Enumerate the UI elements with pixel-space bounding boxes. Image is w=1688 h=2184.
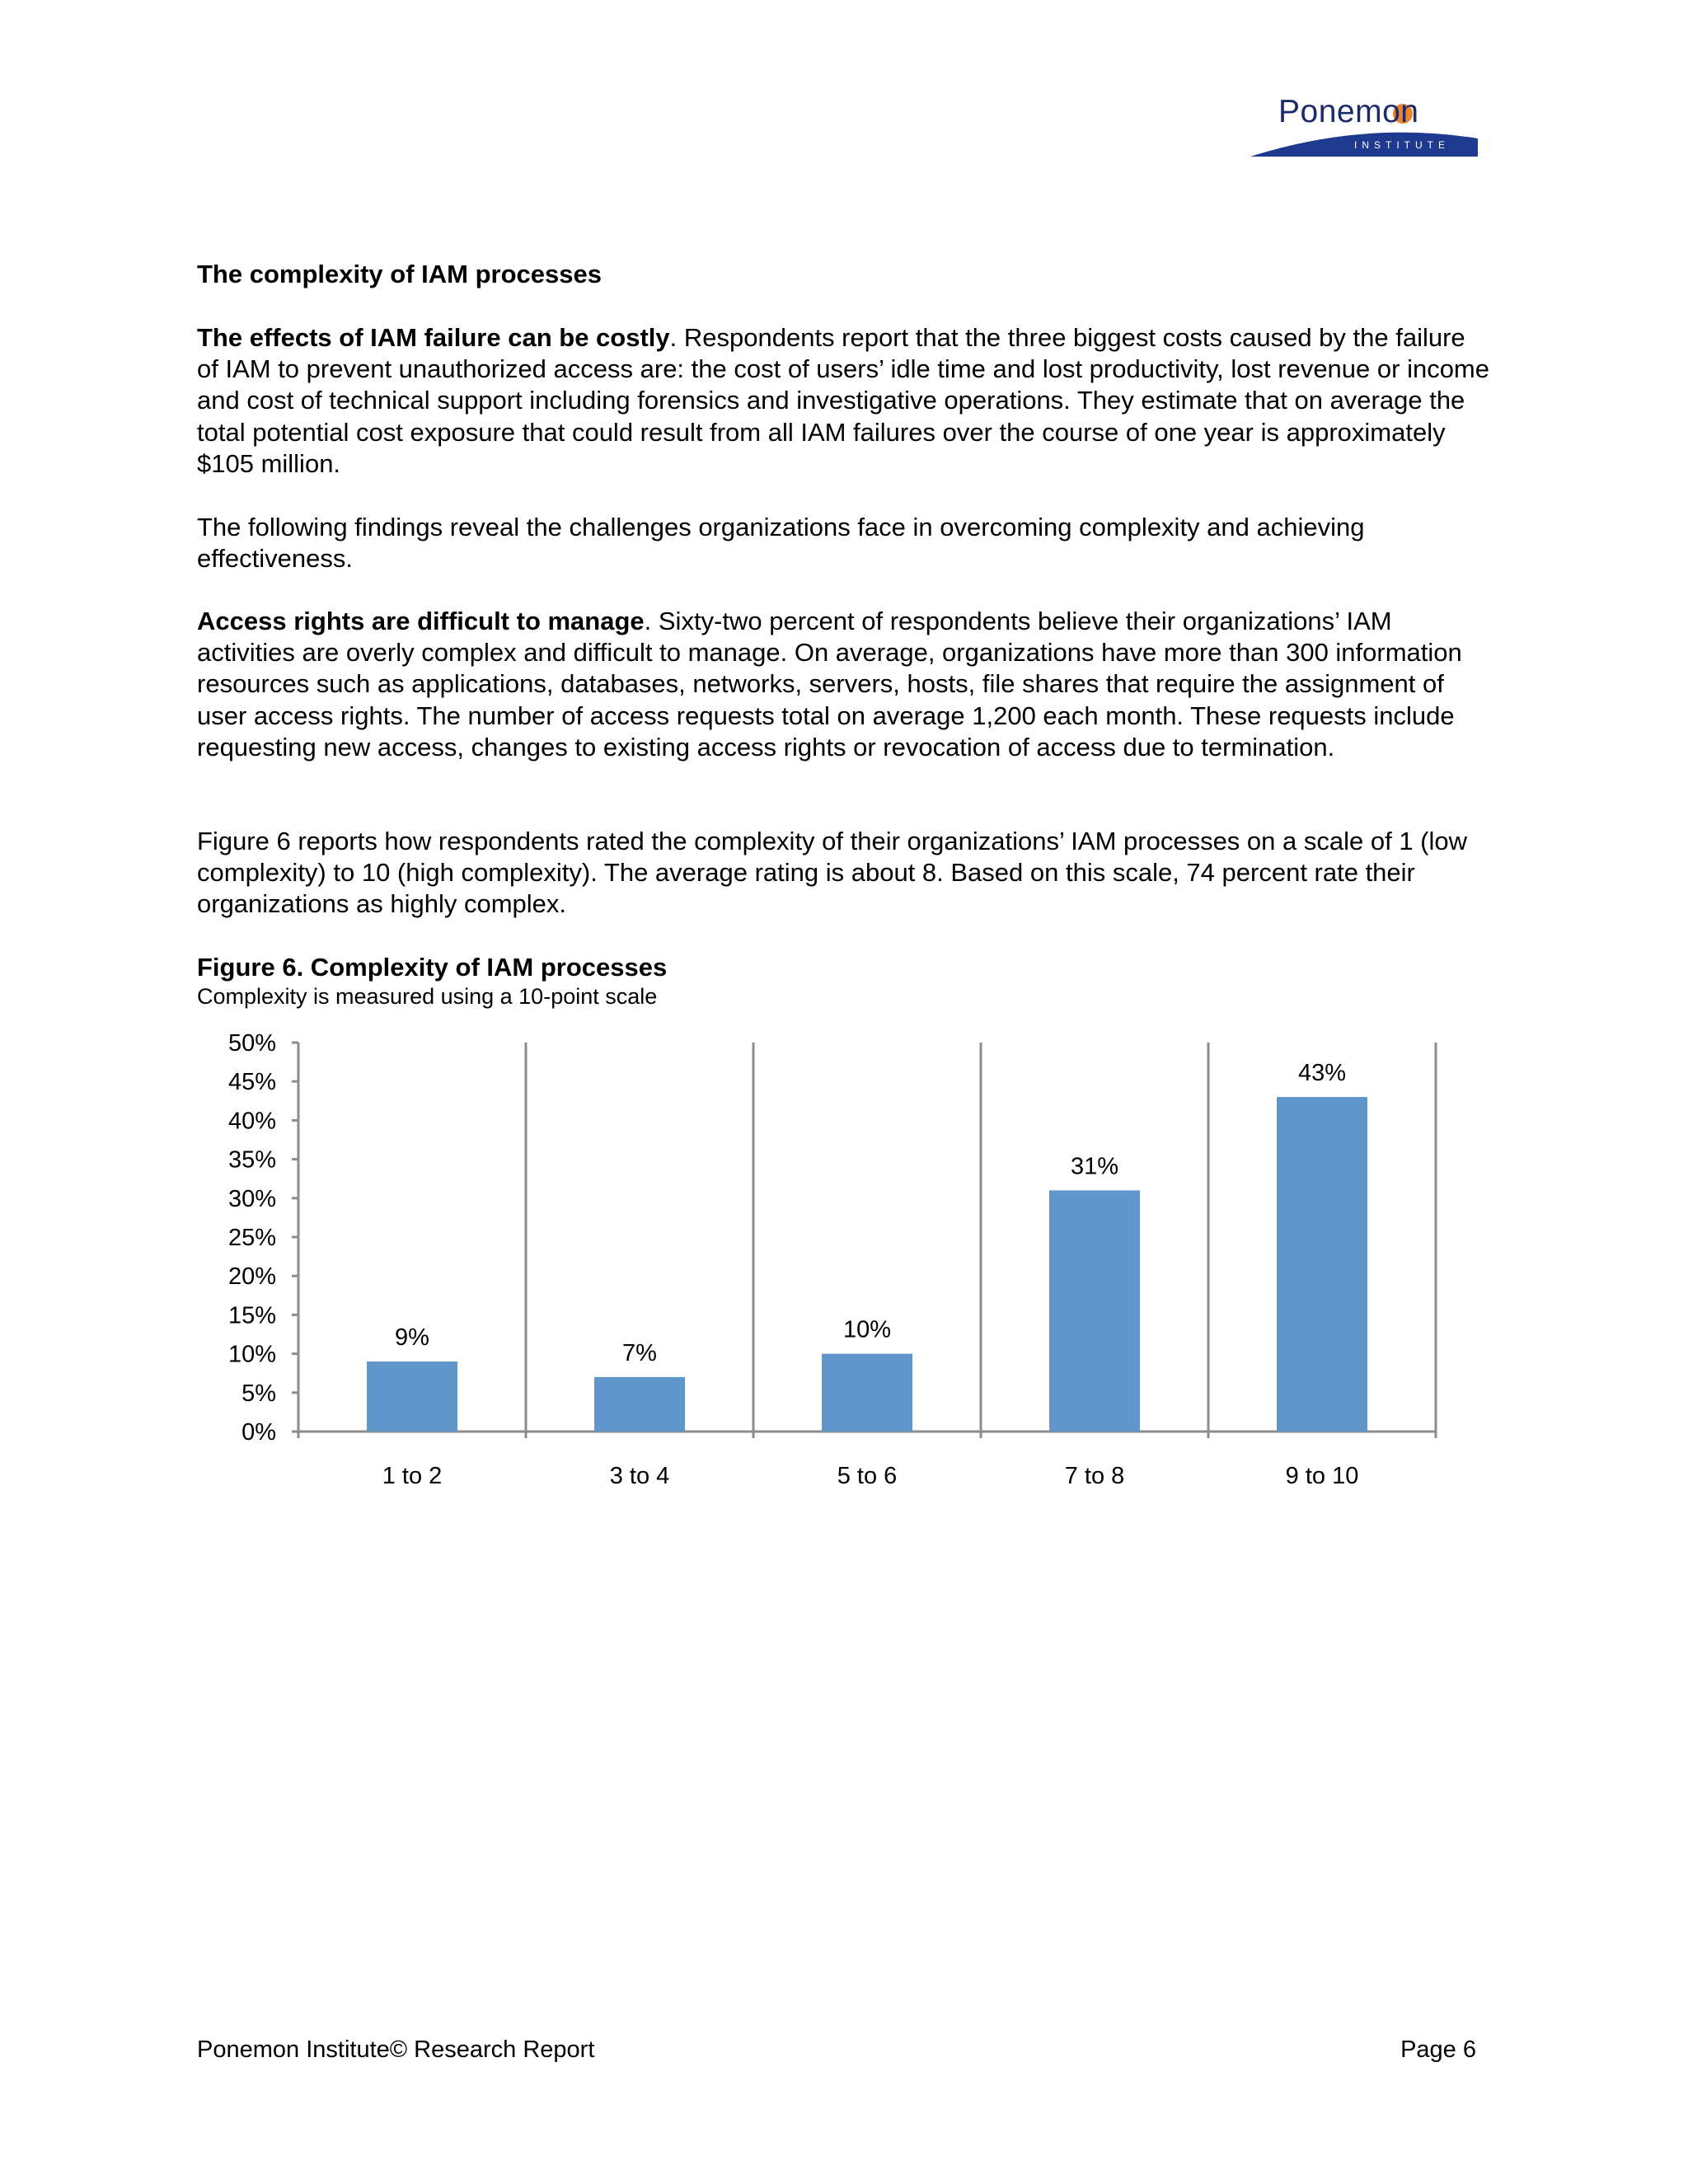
y-tick-label: 40% [227,1108,276,1135]
y-tick-label: 45% [227,1069,276,1096]
bar-data-label: 9% [395,1324,429,1352]
bar [822,1354,912,1432]
x-category-label: 5 to 6 [837,1463,898,1489]
paragraph-lead: The effects of IAM failure can be costly [197,323,670,352]
x-category-label: 9 to 10 [1285,1463,1359,1489]
bar [1049,1190,1140,1432]
figure-title: Figure 6. Complexity of IAM processes [197,953,668,982]
x-category-label: 1 to 2 [382,1463,443,1489]
x-category-label: 7 to 8 [1064,1463,1125,1489]
y-tick-label: 5% [241,1380,276,1407]
paragraph-text: . Respondents report that the three biggest costs caused by the failure of IAM to prevent unauthorized access are: the cost of users’ idle time and lost productivity, lost revenue or income and cost of technical support including forensics and investigative operations. They estimate that on average the total potential cost exposure that could result from all IAM failures over the course of one year is approximately $105 million. [197,323,1489,478]
bar-data-label: 43% [1297,1060,1347,1087]
y-tick-label: 30% [227,1185,276,1212]
section-heading: The complexity of IAM processes [197,260,602,288]
footer-report-name: Ponemon Institute© Research Report [197,2036,595,2063]
y-tick-label: 20% [227,1263,276,1291]
paragraph-text: Figure 6 reports how respondents rated the complexity of their organizations’ IAM processes on a scale of 1 (low complexity) to 10 (high complexity). The average rating is about 8. Based on this scale, 74 percent rate their organizations as highly complex. [197,827,1468,919]
chart-bars [367,1097,1367,1432]
bar-data-label: 10% [842,1316,892,1343]
bar [594,1377,685,1432]
y-tick-label: 50% [227,1030,276,1057]
bar-data-label: 31% [1070,1153,1119,1180]
logo-wordmark: Ponemon [1278,94,1419,129]
x-category-label: 3 to 4 [609,1463,670,1489]
paragraph-text: . Sixty-two percent of respondents believe their organizations’ IAM activities are overly complex and difficult to manage. On average, organizations have more than 300 information resources such as applications, databases, networks, servers, hosts, file shares that require the assignment of user access rights. The number of access requests total on average 1,200 each month. These requests include requesting new access, changes to existing access rights or revocation of access due to termination. [197,607,1462,762]
logo-subtitle: INSTITUTE [1354,139,1450,151]
y-tick-label: 35% [227,1146,276,1174]
y-tick-label: 25% [227,1225,276,1251]
figure-subtitle: Complexity is measured using a 10-point scale [197,984,658,1009]
bar [367,1361,457,1432]
y-tick-label: 0% [241,1419,276,1446]
bar [1277,1097,1367,1432]
bar-data-label: 7% [622,1339,657,1366]
footer-page-number: Page 6 [1400,2036,1476,2063]
paragraph-text: The following findings reveal the challenges organizations face in overcoming complexity and achieving effectiveness. [197,513,1365,574]
paragraph-lead: Access rights are difficult to manage [197,607,645,635]
y-tick-label: 15% [227,1302,276,1329]
y-tick-label: 10% [227,1341,276,1368]
